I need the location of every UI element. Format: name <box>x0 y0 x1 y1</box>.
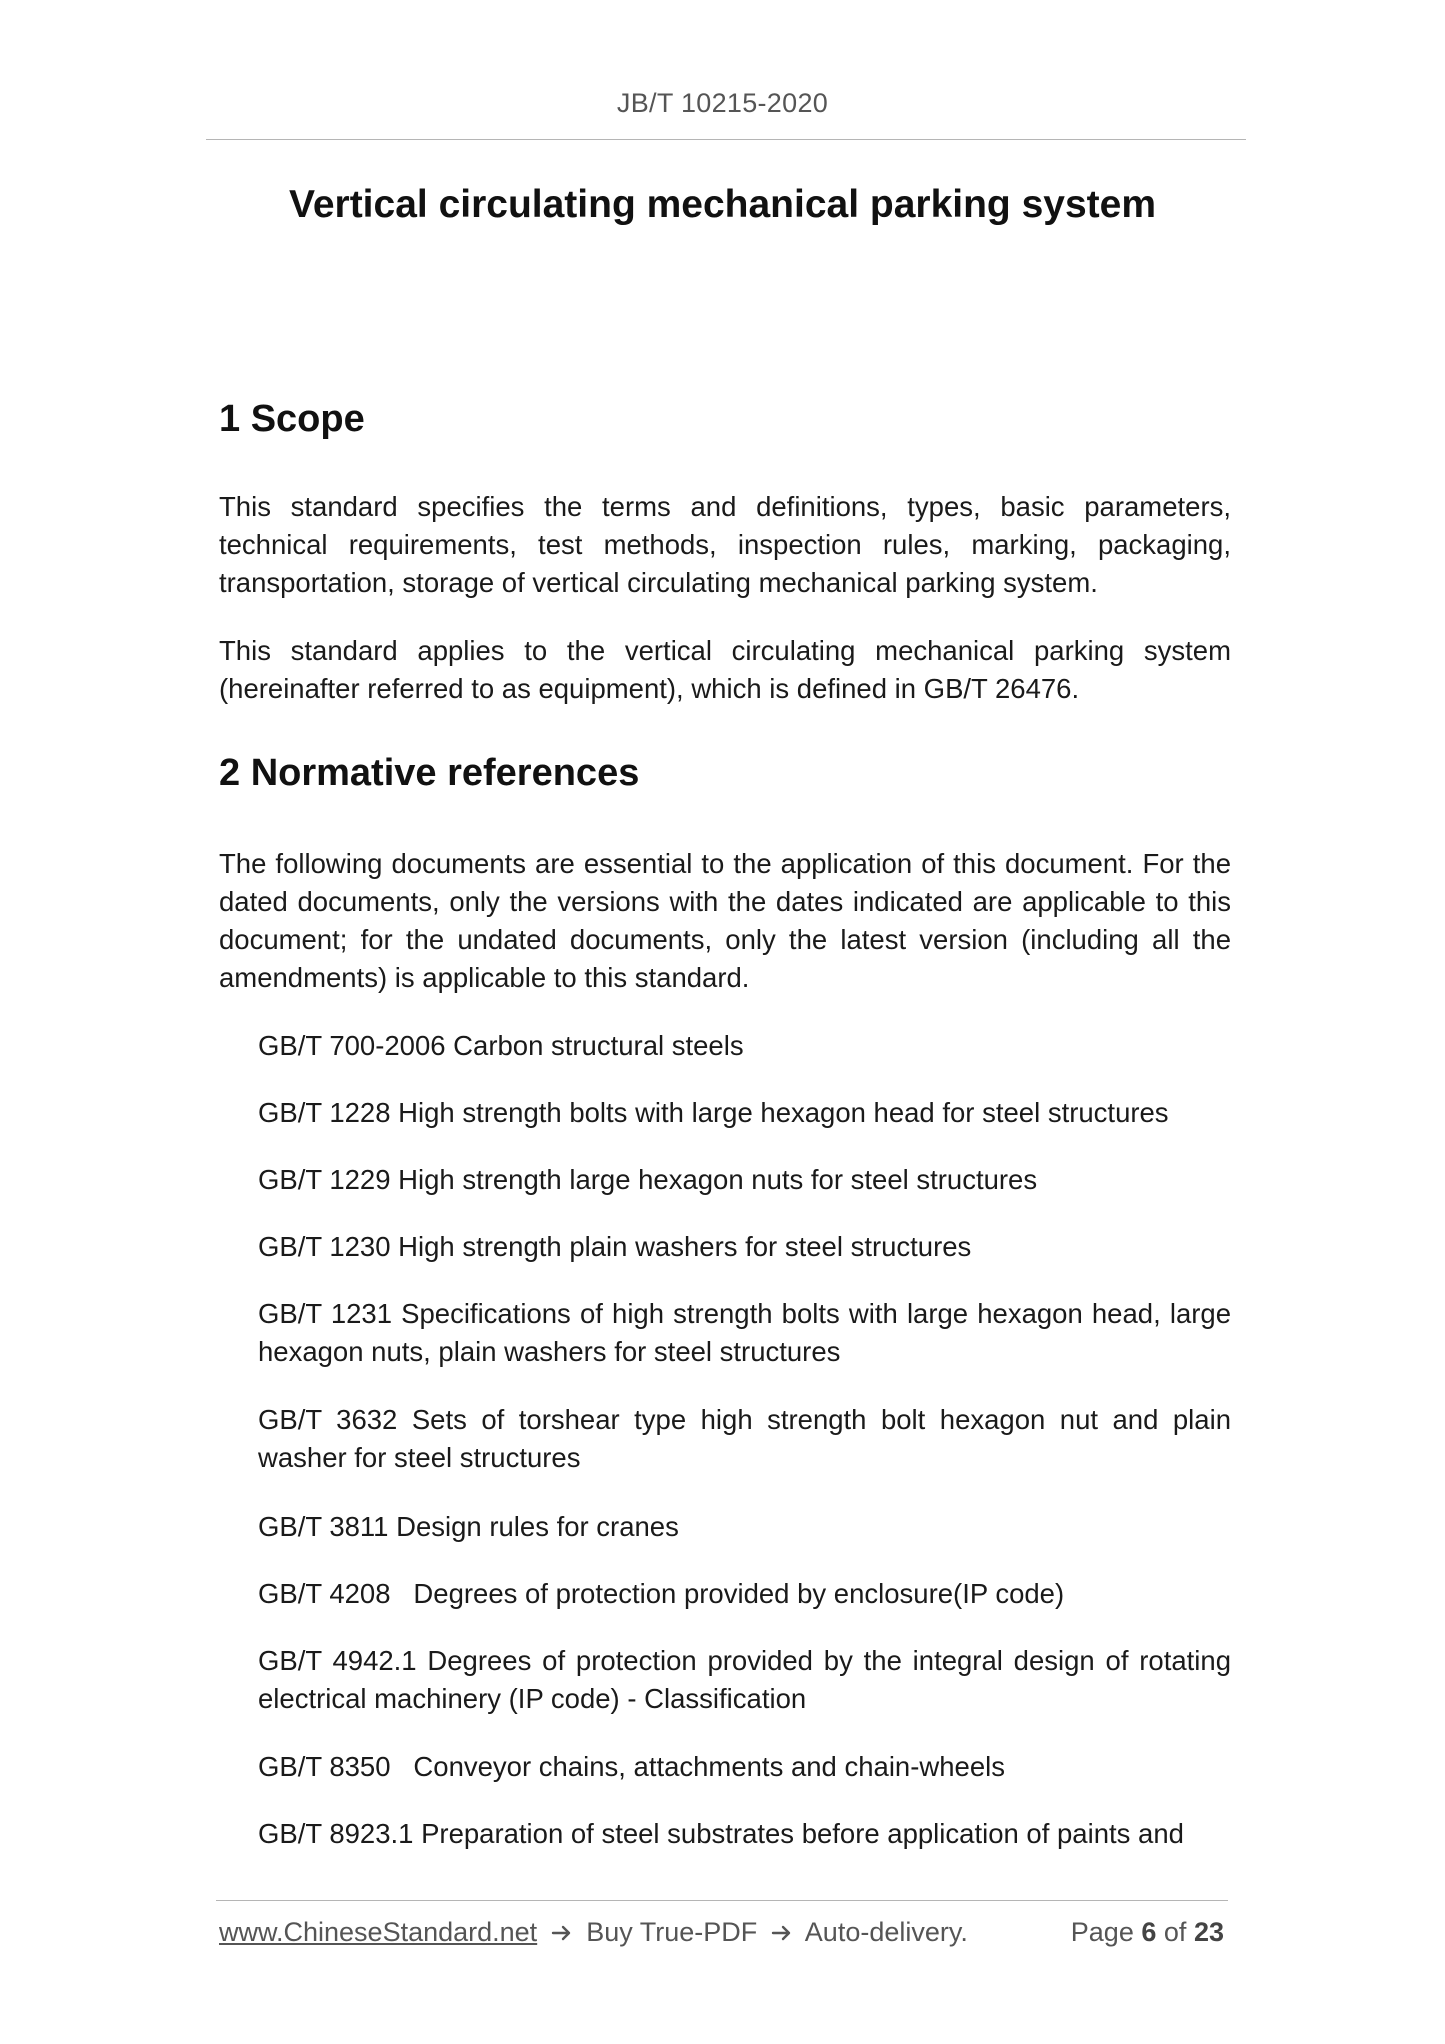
buy-text: Buy True-PDF <box>586 1917 758 1947</box>
page-footer <box>219 1917 1224 1957</box>
reference-item: GB/T 1230 High strength plain washers for steel structures <box>258 1231 972 1262</box>
reference-item: GB/T 1231 Specifications of high strength bolts with large hexagon head, large hexagon nuts, plain washers for steel structures <box>258 1298 1231 1367</box>
reference-item: GB/T 1228 High strength bolts with large hexagon head for steel structures <box>258 1097 1169 1128</box>
scope-paragraph: This standard applies to the vertical circulating mechanical parking system (hereinafter referred to as equipment), which is defined in GB/T 26476. <box>219 635 1231 704</box>
page-of: of <box>1163 1917 1187 1947</box>
section-heading-scope: 1 Scope <box>219 398 365 440</box>
references-intro-paragraph: The following documents are essential to the application of this document. For the dated documents, only the versions with the dates indicated are applicable to this document; for the undated documents, only the latest version (including all the amendments) is applicable to this standard. <box>219 848 1231 993</box>
reference-item: GB/T 8350 Conveyor chains, attachments and chain-wheels <box>258 1751 1005 1782</box>
arrow-right-icon <box>551 1922 573 1944</box>
footer-purchase-line <box>219 1917 968 1948</box>
footer-divider <box>216 1900 1228 1901</box>
reference-item: GB/T 3632 Sets of torshear type high strength bolt hexagon nut and plain washer for steel structures <box>258 1404 1231 1473</box>
section-heading-normative-references: 2 Normative references <box>219 752 640 794</box>
document-title: Vertical circulating mechanical parking system <box>288 183 1157 226</box>
reference-item: GB/T 4208 Degrees of protection provided by enclosure(IP code) <box>258 1578 1065 1609</box>
arrow-right-icon <box>771 1922 793 1944</box>
header-divider <box>206 139 1246 140</box>
delivery-text: Auto-delivery. <box>804 1917 968 1947</box>
reference-item: GB/T 3811 Design rules for cranes <box>258 1511 679 1542</box>
reference-item: GB/T 700-2006 Carbon structural steels <box>258 1030 744 1061</box>
page-total: 23 <box>1193 1917 1224 1947</box>
page-current: 6 <box>1141 1917 1157 1947</box>
site-link[interactable]: www.ChineseStandard.net <box>219 1917 538 1947</box>
running-header: JB/T 10215-2020 <box>616 88 829 118</box>
page-indicator <box>1071 1917 1224 1948</box>
reference-item: GB/T 4942.1 Degrees of protection provided by the integral design of rotating electrical machinery (IP code) - Classification <box>258 1645 1231 1714</box>
scope-paragraph: This standard specifies the terms and definitions, types, basic parameters, technical requirements, test methods, inspection rules, marking, packaging, transportation, storage of vertical circulating mechanical parking system. <box>219 491 1231 598</box>
reference-item: GB/T 1229 High strength large hexagon nuts for steel structures <box>258 1164 1038 1195</box>
reference-item: GB/T 8923.1 Preparation of steel substrates before application of paints and <box>258 1818 1184 1849</box>
page-label: Page <box>1070 1917 1134 1947</box>
